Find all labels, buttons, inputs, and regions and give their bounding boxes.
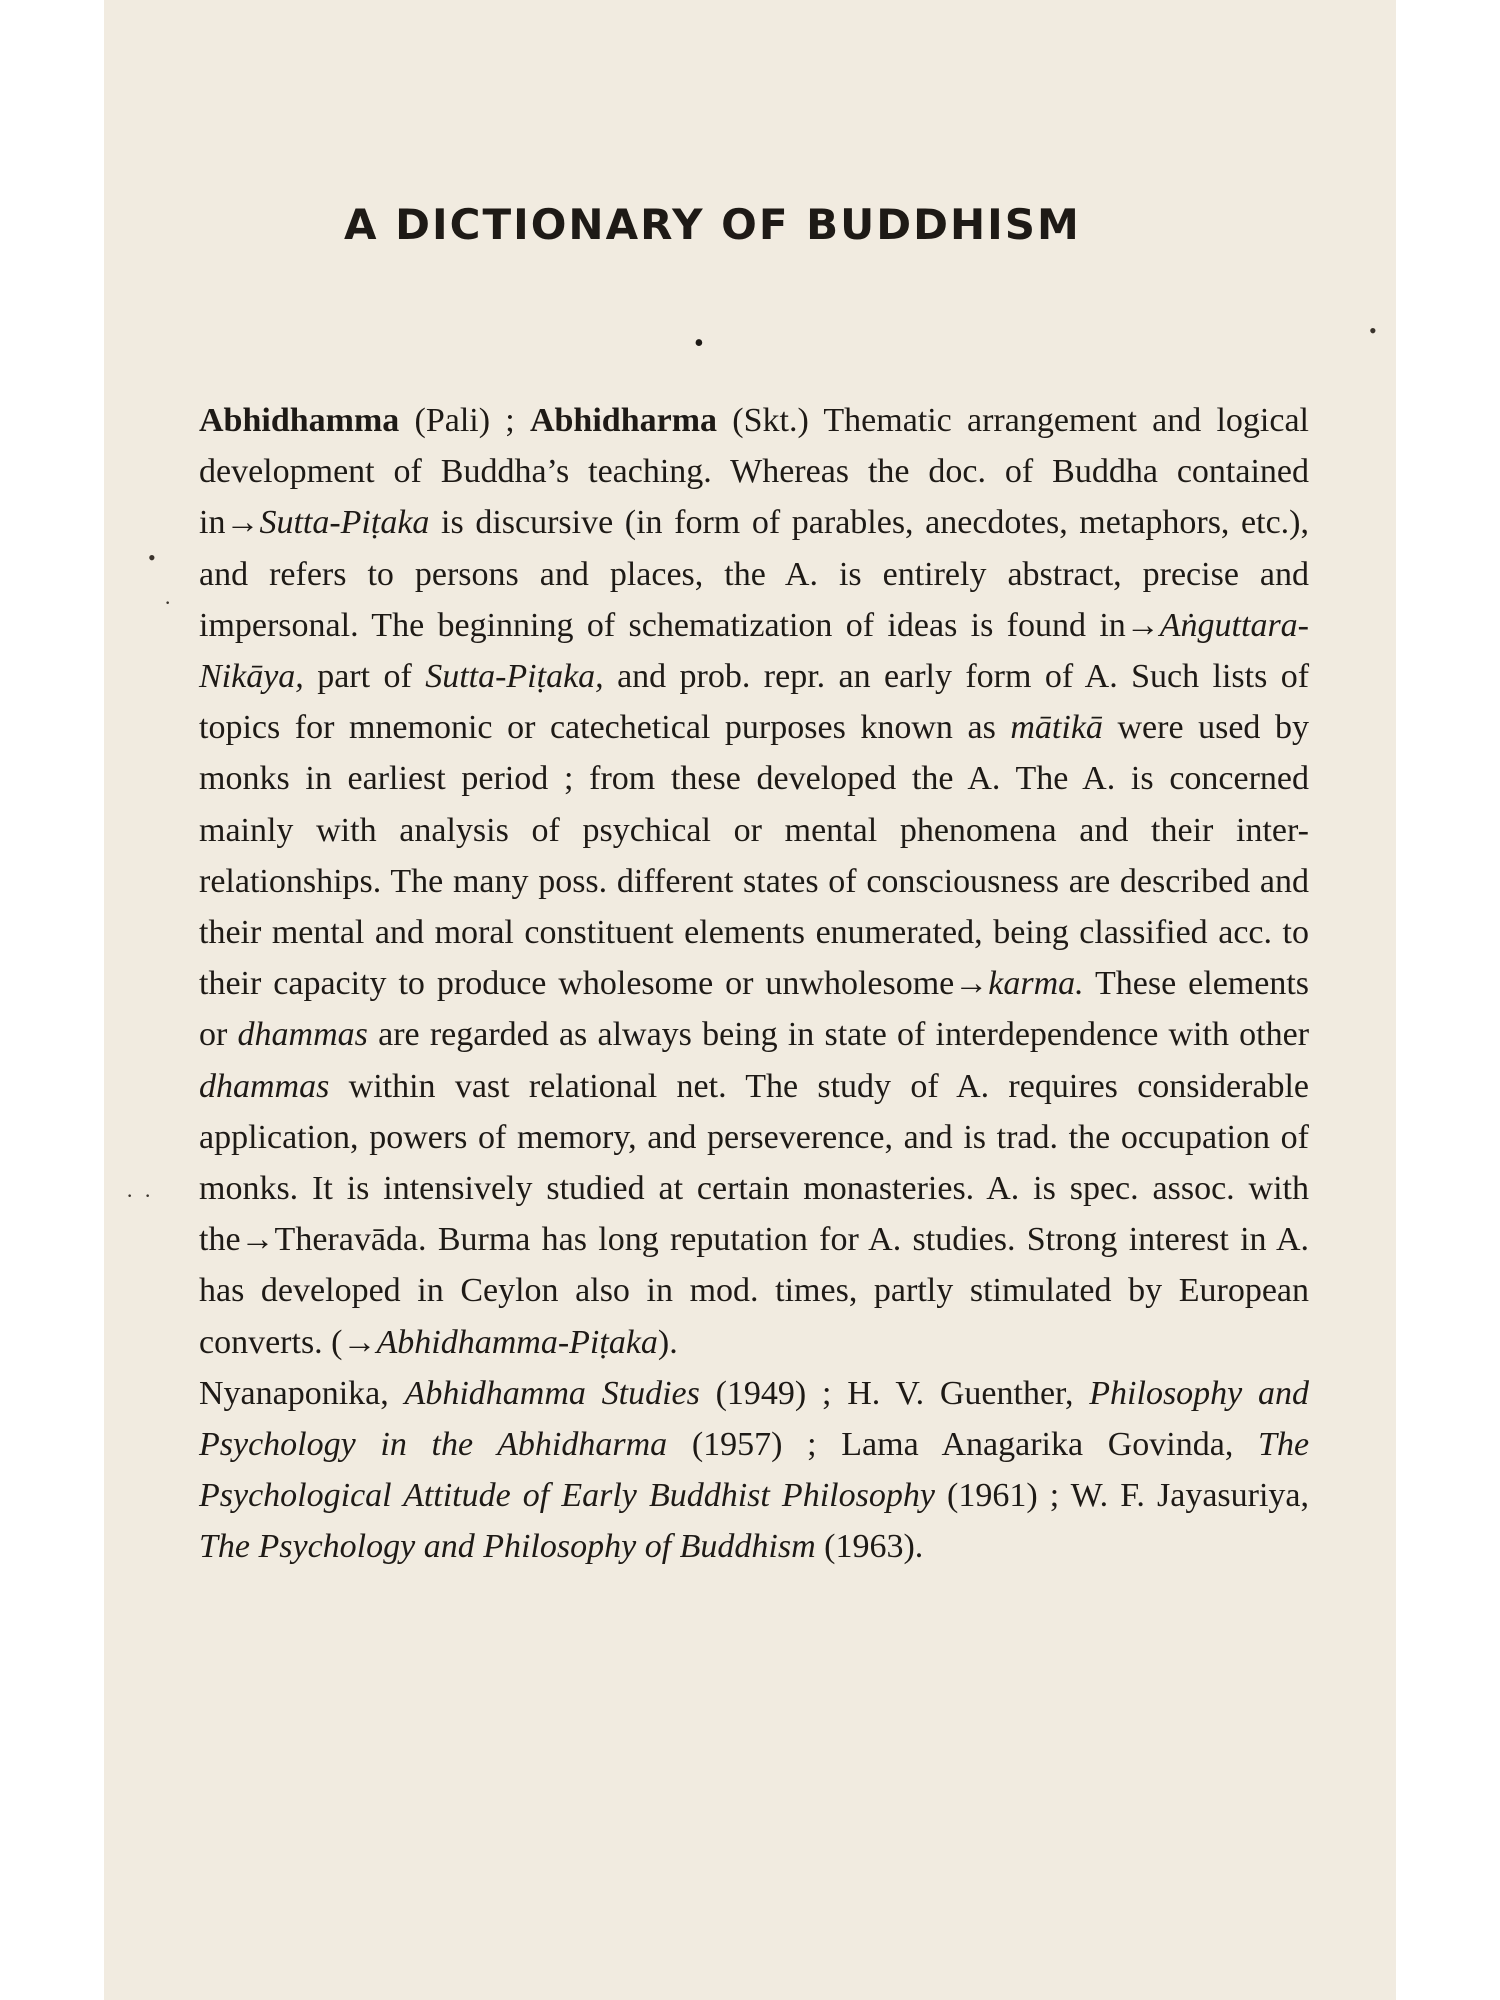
cross-ref-arrow: → — [1125, 606, 1160, 644]
entry-text: Burma has long reputation for A. studies. Strong interest in A. has developed in Ceylon also in mod. times, partly stimulated by European converts. ( — [199, 1221, 1310, 1361]
cross-ref-arrow: → — [954, 965, 989, 1003]
bib-year: (1949) ; — [715, 1374, 832, 1412]
term-sutta-pitaka: Sutta-Piṭaka, — [425, 658, 604, 696]
bib-title: The Psychology and Philosophy of Buddhism — [199, 1528, 816, 1566]
term-dhammas: dhammas — [199, 1067, 330, 1105]
bib-author: Lama Anagarika Govinda, — [841, 1426, 1234, 1464]
margin-speck: • — [148, 545, 156, 570]
ornament-dot: • — [694, 328, 704, 359]
bib-title: Abhidhamma Studies — [404, 1374, 700, 1412]
cross-ref-arrow: → — [342, 1323, 377, 1361]
entry-text: are regarded as always being in state of interdependence with other — [378, 1016, 1310, 1054]
variant-language: (Skt.) — [732, 402, 809, 439]
entry-text: within vast relational net. The study of A. requires considerable application, powers of memory, and perseverence, and is trad. the occupation of monks. It is intensively studied at certain monasteries. A. is spec. assoc. with the — [199, 1067, 1310, 1259]
bib-title: The Psychological Attitude of Early Buddhist Philosophy — [199, 1426, 1310, 1515]
cross-ref-karma: karma. — [988, 965, 1084, 1003]
bib-title: Philosophy and Psychology in the Abhidharma — [199, 1374, 1310, 1464]
cross-ref-arrow: → — [225, 504, 260, 542]
entry-text: and prob. repr. an early form of A. Such lists of topics for mnemonic or catechetical purposes known as — [199, 658, 1310, 747]
term-matika: mātikā — [1010, 709, 1103, 747]
margin-speck: • — [1369, 318, 1377, 343]
term-dhammas: dhammas — [237, 1016, 368, 1054]
entry-text: These elements or — [199, 965, 1309, 1054]
entry-text: is discursive (in form of parables, anecdotes, metaphors, etc.), and refers to persons and places, the A. is entirely abstract, precise and impersonal. The beginning of schematization of ideas is found in — [199, 504, 1309, 644]
headword-language: (Pali) ; — [414, 402, 515, 439]
margin-speck: · — [164, 590, 172, 615]
bib-year: (1961) ; — [947, 1477, 1060, 1515]
bib-author: W. F. Jayasuriya, — [1070, 1477, 1309, 1515]
entry-text: ). — [657, 1323, 678, 1361]
book-page — [104, 0, 1396, 2000]
entry-text: were used by monks in earliest period ; from these developed the A. The A. is concerned mainly with analysis of psychical or mental phenomena and their inter-relationships. The many poss. different states of consciousness are described and their mental and moral constituent elements enumerated, being classified acc. to their capacity to produce wholesome or unwholesome — [199, 709, 1309, 1003]
entry-text: part of — [317, 658, 412, 696]
headword-variant: Abhidharma — [529, 402, 718, 439]
margin-speck: · — [144, 1183, 152, 1208]
bibliography — [199, 1368, 1309, 1573]
bib-year: (1957) ; — [691, 1426, 817, 1464]
cross-ref-abhidhamma-pitaka: Abhidhamma-Piṭaka — [376, 1323, 658, 1361]
cross-ref-sutta-pitaka: Sutta-Piṭaka — [259, 504, 430, 542]
cross-ref-anguttara-nikaya: Aṅguttara-Nikāya, — [199, 606, 1309, 696]
cross-ref-theravada: Theravāda. — [274, 1221, 427, 1259]
show-through-top — [200, 4, 1396, 55]
bib-author: H. V. Guenther, — [847, 1374, 1074, 1412]
bib-year: (1963). — [824, 1528, 924, 1566]
headword: Abhidhamma — [199, 402, 400, 439]
page-title: A DICTIONARY OF BUDDHISM — [344, 200, 1081, 249]
margin-speck: · — [126, 1183, 134, 1208]
dictionary-entry — [199, 395, 1309, 1573]
entry-paragraph — [199, 395, 1309, 1368]
cross-ref-arrow: → — [240, 1221, 275, 1259]
bib-author: Nyanaponika, — [199, 1374, 389, 1412]
entry-text: Thematic arrangement and logical development of Buddha’s teaching. Whereas the doc. of Buddha contained in — [199, 402, 1309, 542]
